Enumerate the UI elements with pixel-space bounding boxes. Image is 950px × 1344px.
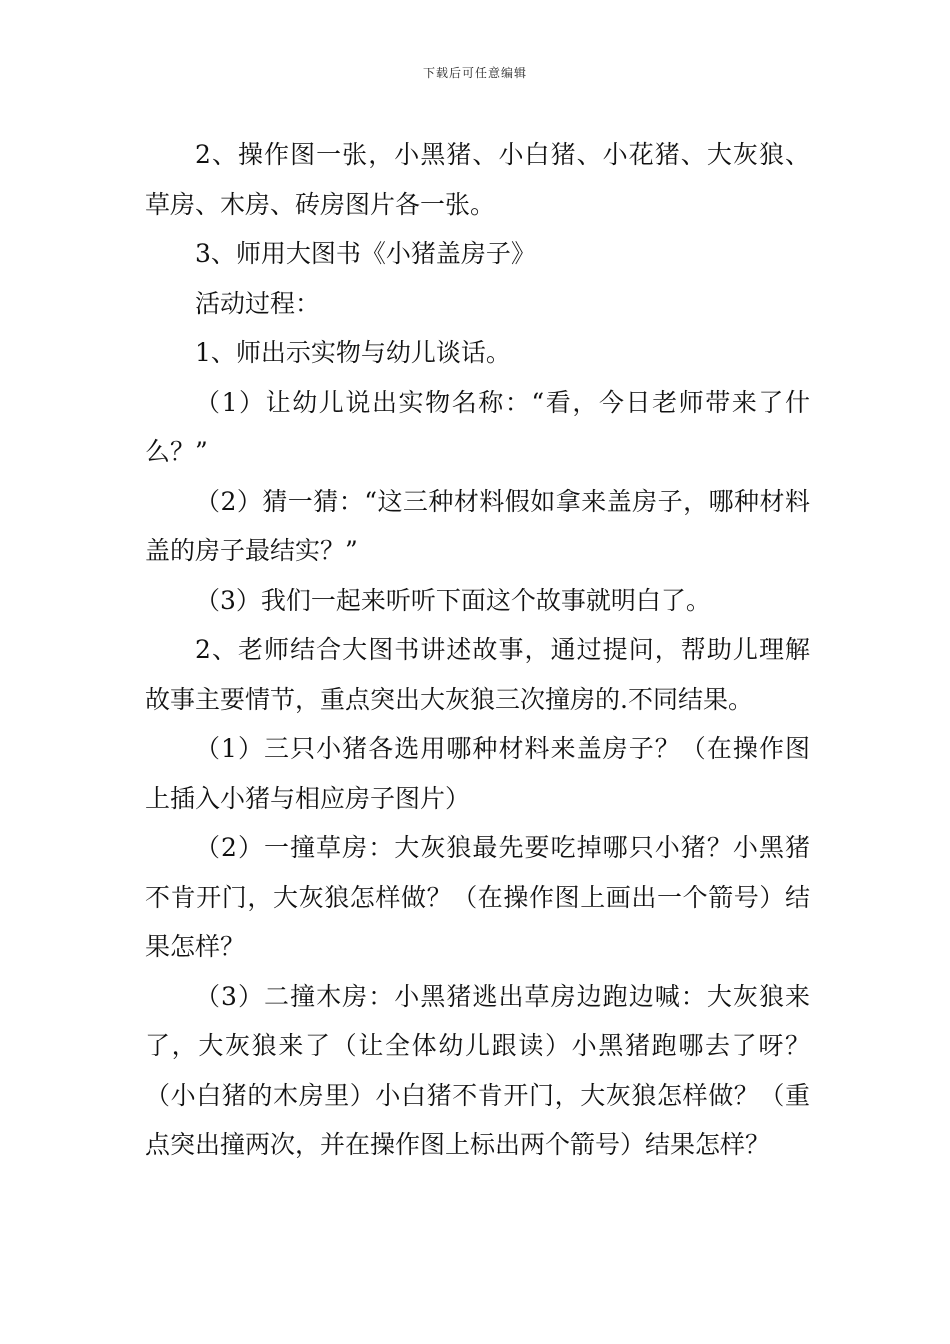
paragraph-step-1-sub-1: （1）让幼儿说出实物名称：“看，今日老师带来了什么？” (145, 387, 810, 466)
document-body (145, 130, 810, 1170)
paragraph-step-2-sub-3: （3）二撞木房：小黑猪逃出草房边跑边喊：大灰狼来了，大灰狼来了（让全体幼儿跟读）小黑猪跑哪去了呀？（小白猪的木房里）小白猪不肯开门，大灰狼怎样做？（重点突出撞两次，并在操作图上标出两个箭号）结果怎样？ (145, 981, 810, 1159)
paragraph-step-1: 1、师出示实物与幼儿谈话。 (195, 338, 511, 367)
paragraph-step-1-sub-2: （2）猜一猜：“这三种材料假如拿来盖房子，哪种材料盖的房子最结实？” (145, 486, 810, 565)
paragraph-materials-2: 2、操作图一张，小黑猪、小白猪、小花猪、大灰狼、草房、木房、砖房图片各一张。 (145, 140, 810, 219)
paragraph-materials-3: 3、师用大图书《小猪盖房子》 (195, 239, 536, 268)
paragraph-step-1-sub-3: （3）我们一起来听听下面这个故事就明白了。 (195, 585, 711, 615)
paragraph-step-2-sub-1: （1）三只小猪各选用哪种材料来盖房子？（在操作图上插入小猪与相应房子图片） (145, 734, 810, 813)
section-heading-process: 活动过程： (195, 288, 321, 318)
paragraph-step-2-sub-2: （2）一撞草房：大灰狼最先要吃掉哪只小猪？小黑猪不肯开门，大灰狼怎样做？（在操作图上画出一个箭号）结果怎样？ (145, 833, 810, 961)
paragraph-step-2: 2、老师结合大图书讲述故事，通过提问，帮助儿理解故事主要情节，重点突出大灰狼三次撞房的.不同结果。 (145, 635, 810, 714)
page-header-note: 下载后可任意编辑 (422, 66, 527, 80)
